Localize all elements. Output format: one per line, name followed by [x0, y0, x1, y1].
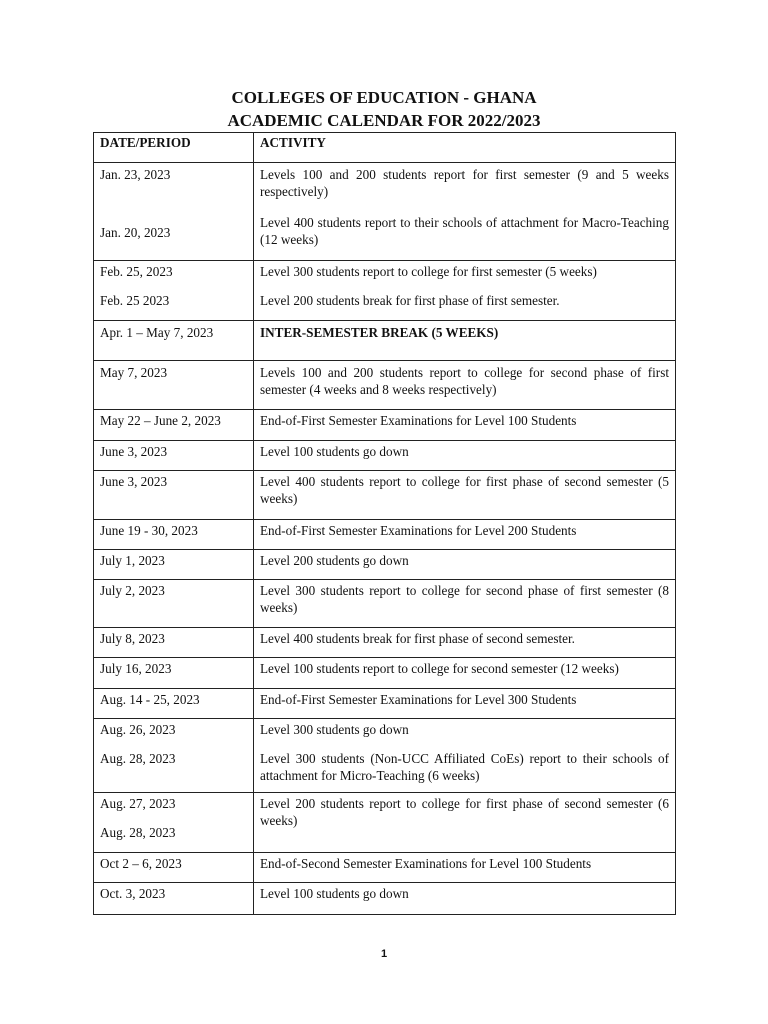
table-row — [94, 361, 676, 410]
date-text: Aug. 26, 2023 — [100, 722, 176, 737]
date-text: Feb. 25, 2023 — [100, 264, 173, 279]
date-cell — [94, 441, 254, 471]
column-header-activity: ACTIVITY — [254, 133, 676, 163]
date-text: Aug. 27, 2023 — [100, 796, 176, 811]
date-text: May 7, 2023 — [100, 365, 168, 380]
activity-text: Level 300 students report to college for second phase of first semester (8 weeks) — [260, 583, 669, 615]
date-text: May 22 – June 2, 2023 — [100, 413, 221, 428]
date-text: Aug. 28, 2023 — [100, 825, 176, 840]
table-row — [94, 719, 676, 793]
date-cell — [94, 361, 254, 410]
activity-text: Level 400 students report to college for first phase of second semester (5 weeks) — [260, 474, 669, 506]
activity-text: Level 300 students (Non-UCC Affiliated CoEs) report to their schools of attachment for Micro-Teaching (6 weeks) — [260, 751, 669, 783]
activity-text: Levels 100 and 200 students report to college for second phase of first semester (4 weeks and 8 weeks respectively) — [260, 365, 669, 397]
date-text: Aug. 28, 2023 — [100, 751, 176, 766]
table-row — [94, 550, 676, 580]
date-text: July 2, 2023 — [100, 583, 165, 598]
activity-cell — [254, 628, 676, 658]
date-cell — [94, 520, 254, 550]
activity-cell — [254, 441, 676, 471]
date-cell — [94, 410, 254, 441]
activity-cell — [254, 689, 676, 719]
activity-cell — [254, 410, 676, 441]
date-text: June 3, 2023 — [100, 474, 168, 489]
document-title: COLLEGES OF EDUCATION - GHANA — [231, 88, 537, 107]
table-row — [94, 471, 676, 520]
table-row — [94, 520, 676, 550]
table-row — [94, 689, 676, 719]
date-cell — [94, 163, 254, 261]
activity-cell — [254, 580, 676, 628]
date-text: Feb. 25 2023 — [100, 293, 170, 308]
activity-cell — [254, 793, 676, 853]
date-text: Oct 2 – 6, 2023 — [100, 856, 182, 871]
date-cell — [94, 883, 254, 915]
date-cell — [94, 853, 254, 883]
activity-cell — [254, 719, 676, 793]
table-row — [94, 261, 676, 321]
date-text: July 16, 2023 — [100, 661, 172, 676]
activity-text: INTER-SEMESTER BREAK (5 WEEKS) — [260, 325, 499, 340]
date-text: July 1, 2023 — [100, 553, 165, 568]
activity-cell — [254, 853, 676, 883]
date-cell — [94, 550, 254, 580]
date-text: June 3, 2023 — [100, 444, 168, 459]
activity-text: End-of-First Semester Examinations for Level 200 Students — [260, 523, 577, 538]
date-text: Aug. 14 - 25, 2023 — [100, 692, 200, 707]
activity-cell — [254, 658, 676, 689]
date-text: Apr. 1 – May 7, 2023 — [100, 325, 214, 340]
activity-text: Level 400 students report to their schools of attachment for Macro-Teaching (12 weeks) — [260, 215, 669, 247]
activity-text: End-of-Second Semester Examinations for Level 100 Students — [260, 856, 592, 871]
date-cell — [94, 689, 254, 719]
table-row — [94, 853, 676, 883]
document-subtitle: ACADEMIC CALENDAR FOR 2022/2023 — [227, 111, 541, 130]
activity-text: Level 300 students go down — [260, 722, 409, 737]
activity-text: End-of-First Semester Examinations for Level 100 Students — [260, 413, 577, 428]
activity-cell — [254, 321, 676, 361]
page-number: 1 — [380, 948, 388, 960]
activity-text: Level 200 students go down — [260, 553, 409, 568]
activity-text: End-of-First Semester Examinations for Level 300 Students — [260, 692, 577, 707]
activity-text: Level 100 students report to college for second semester (12 weeks) — [260, 661, 619, 676]
date-text: Jan. 20, 2023 — [100, 225, 171, 240]
table-row — [94, 441, 676, 471]
date-cell — [94, 719, 254, 793]
date-cell — [94, 793, 254, 853]
date-text: Jan. 23, 2023 — [100, 167, 171, 182]
date-text: June 19 - 30, 2023 — [100, 523, 198, 538]
date-cell — [94, 580, 254, 628]
activity-text: Levels 100 and 200 students report for first semester (9 and 5 weeks respectively) — [260, 167, 669, 199]
activity-text: Level 200 students break for first phase of first semester. — [260, 293, 560, 308]
date-cell — [94, 321, 254, 361]
activity-cell — [254, 550, 676, 580]
table-row — [94, 410, 676, 441]
column-header-date: DATE/PERIOD — [94, 133, 254, 163]
date-text: Oct. 3, 2023 — [100, 886, 166, 901]
table-row — [94, 658, 676, 689]
activity-text: Level 100 students go down — [260, 886, 409, 901]
activity-text: Level 300 students report to college for first semester (5 weeks) — [260, 264, 597, 279]
activity-text: Level 400 students break for first phase of second semester. — [260, 631, 575, 646]
date-text: July 8, 2023 — [100, 631, 165, 646]
activity-text: Level 200 students report to college for first phase of second semester (6 weeks) — [260, 796, 669, 828]
table-row — [94, 883, 676, 915]
table-row — [94, 628, 676, 658]
activity-cell — [254, 261, 676, 321]
activity-cell — [254, 471, 676, 520]
activity-text: Level 100 students go down — [260, 444, 409, 459]
table-header-row — [94, 133, 676, 163]
activity-cell — [254, 361, 676, 410]
date-cell — [94, 471, 254, 520]
calendar-table — [93, 132, 676, 915]
table-row — [94, 580, 676, 628]
table-row — [94, 793, 676, 853]
activity-cell — [254, 883, 676, 915]
date-cell — [94, 658, 254, 689]
table-row — [94, 321, 676, 361]
date-cell — [94, 261, 254, 321]
table-row — [94, 163, 676, 261]
activity-cell — [254, 520, 676, 550]
date-cell — [94, 628, 254, 658]
activity-cell — [254, 163, 676, 261]
